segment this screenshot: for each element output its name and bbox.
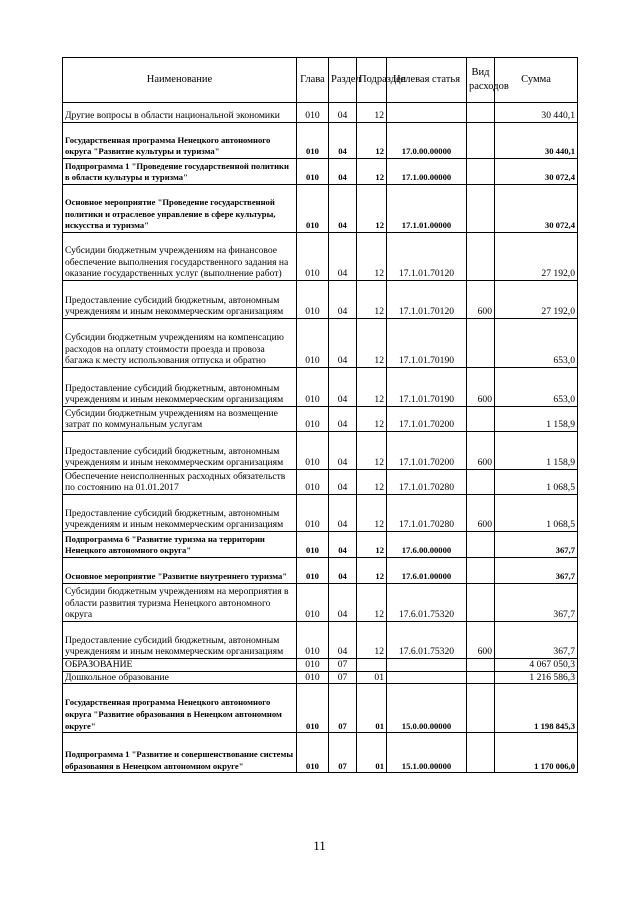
header-target: Целевая статья xyxy=(387,58,467,103)
row-razdel: 04 xyxy=(329,558,357,584)
row-vid xyxy=(467,103,495,123)
row-vid xyxy=(467,733,495,773)
row-vid xyxy=(467,532,495,558)
row-razdel: 07 xyxy=(329,659,357,672)
row-razdel: 04 xyxy=(329,532,357,558)
header-podrazdel: Подраздел xyxy=(357,58,387,103)
row-sum: 367,7 xyxy=(495,532,578,558)
table-row xyxy=(63,671,578,684)
row-sum: 367,7 xyxy=(495,622,578,659)
row-vid: 600 xyxy=(467,368,495,407)
row-name: Подпрограмма 6 "Развитие туризма на территории Ненецкого автономного округа" xyxy=(63,532,297,558)
table-row xyxy=(63,185,578,233)
row-glava: 010 xyxy=(297,368,329,407)
table-row xyxy=(63,495,578,532)
row-glava: 010 xyxy=(297,159,329,185)
header-glava: Глава xyxy=(297,58,329,103)
row-podrazdel: 12 xyxy=(357,495,387,532)
row-sum: 30 440,1 xyxy=(495,123,578,159)
row-target: 15.1.00.00000 xyxy=(387,733,467,773)
table-row xyxy=(63,319,578,368)
row-glava: 010 xyxy=(297,659,329,672)
row-razdel: 04 xyxy=(329,495,357,532)
table-row xyxy=(63,159,578,185)
row-razdel: 04 xyxy=(329,159,357,185)
row-glava: 010 xyxy=(297,432,329,470)
row-podrazdel: 12 xyxy=(357,185,387,233)
row-name: Обеспечение неисполненных расходных обязательств по состоянию на 01.01.2017 xyxy=(63,470,297,495)
row-podrazdel: 12 xyxy=(357,123,387,159)
row-sum: 367,7 xyxy=(495,584,578,622)
row-razdel: 04 xyxy=(329,123,357,159)
row-sum: 653,0 xyxy=(495,368,578,407)
row-podrazdel: 12 xyxy=(357,470,387,495)
header-vid: Вид расходов xyxy=(467,58,495,103)
row-podrazdel: 12 xyxy=(357,281,387,319)
row-podrazdel: 01 xyxy=(357,733,387,773)
row-glava: 010 xyxy=(297,470,329,495)
row-razdel: 04 xyxy=(329,622,357,659)
row-razdel: 04 xyxy=(329,103,357,123)
row-vid xyxy=(467,319,495,368)
row-sum: 367,7 xyxy=(495,558,578,584)
table-row xyxy=(63,584,578,622)
row-glava: 010 xyxy=(297,103,329,123)
row-razdel: 04 xyxy=(329,368,357,407)
row-glava: 010 xyxy=(297,495,329,532)
row-razdel: 07 xyxy=(329,671,357,684)
row-razdel: 04 xyxy=(329,470,357,495)
row-glava: 010 xyxy=(297,407,329,432)
header-name: Наименование xyxy=(63,58,297,103)
row-glava: 010 xyxy=(297,558,329,584)
row-vid xyxy=(467,684,495,733)
row-sum: 1 216 586,3 xyxy=(495,671,578,684)
row-name: Субсидии бюджетным учреждениям на возмещение затрат по коммунальным услугам xyxy=(63,407,297,432)
row-vid xyxy=(467,233,495,281)
row-vid xyxy=(467,123,495,159)
row-target: 15.0.00.00000 xyxy=(387,684,467,733)
row-glava: 010 xyxy=(297,123,329,159)
row-vid: 600 xyxy=(467,495,495,532)
row-razdel: 07 xyxy=(329,733,357,773)
row-name: Государственная программа Ненецкого автономного округа "Развитие культуры и туризма" xyxy=(63,123,297,159)
row-sum: 1 158,9 xyxy=(495,432,578,470)
row-glava: 010 xyxy=(297,671,329,684)
table-body xyxy=(63,103,578,773)
row-vid: 600 xyxy=(467,622,495,659)
row-vid xyxy=(467,671,495,684)
row-sum: 1 068,5 xyxy=(495,470,578,495)
row-vid xyxy=(467,407,495,432)
row-podrazdel: 12 xyxy=(357,584,387,622)
row-razdel: 04 xyxy=(329,233,357,281)
row-name: Субсидии бюджетным учреждениям на компенсацию расходов на оплату стоимости проезда и провоза багажа к месту использования отпуска и обратно xyxy=(63,319,297,368)
table-row xyxy=(63,659,578,672)
row-podrazdel: 12 xyxy=(357,532,387,558)
row-sum: 30 440,1 xyxy=(495,103,578,123)
row-target: 17.1.01.70200 xyxy=(387,407,467,432)
row-sum: 30 072,4 xyxy=(495,185,578,233)
budget-table xyxy=(62,57,578,773)
header-razdel: Раздел xyxy=(329,58,357,103)
row-glava: 010 xyxy=(297,733,329,773)
row-vid xyxy=(467,558,495,584)
row-glava: 010 xyxy=(297,684,329,733)
row-target: 17.1.01.70120 xyxy=(387,281,467,319)
table-row xyxy=(63,532,578,558)
row-name: Подпрограмма 1 "Проведение государственной политики в области культуры и туризма" xyxy=(63,159,297,185)
row-sum: 1 198 845,3 xyxy=(495,684,578,733)
row-razdel: 04 xyxy=(329,319,357,368)
row-glava: 010 xyxy=(297,281,329,319)
row-target: 17.1.01.70200 xyxy=(387,432,467,470)
row-name: Основное мероприятие "Развитие внутреннего туризма" xyxy=(63,558,297,584)
row-sum: 1 170 006,0 xyxy=(495,733,578,773)
row-name: Предоставление субсидий бюджетным, автономным учреждениям и иным некоммерческим организациям xyxy=(63,622,297,659)
row-podrazdel: 01 xyxy=(357,671,387,684)
table-row xyxy=(63,432,578,470)
row-podrazdel xyxy=(357,659,387,672)
row-podrazdel: 01 xyxy=(357,684,387,733)
row-target xyxy=(387,671,467,684)
row-glava: 010 xyxy=(297,532,329,558)
row-podrazdel: 12 xyxy=(357,622,387,659)
row-vid: 600 xyxy=(467,432,495,470)
row-name: Основное мероприятие "Проведение государственной политики и отраслевое управление в сфере культуры, искусства и туризма" xyxy=(63,185,297,233)
row-razdel: 04 xyxy=(329,432,357,470)
row-target: 17.1.01.70280 xyxy=(387,470,467,495)
row-podrazdel: 12 xyxy=(357,432,387,470)
table-row xyxy=(63,407,578,432)
row-name: ОБРАЗОВАНИЕ xyxy=(63,659,297,672)
row-glava: 010 xyxy=(297,622,329,659)
row-razdel: 07 xyxy=(329,684,357,733)
row-podrazdel: 12 xyxy=(357,159,387,185)
row-name: Предоставление субсидий бюджетным, автономным учреждениям и иным некоммерческим организациям xyxy=(63,368,297,407)
row-name: Дошкольное образование xyxy=(63,671,297,684)
row-podrazdel: 12 xyxy=(357,368,387,407)
table-row xyxy=(63,470,578,495)
row-name: Предоставление субсидий бюджетным, автономным учреждениям и иным некоммерческим организациям xyxy=(63,432,297,470)
row-vid: 600 xyxy=(467,281,495,319)
row-target: 17.1.01.70190 xyxy=(387,368,467,407)
table-row xyxy=(63,123,578,159)
row-podrazdel: 12 xyxy=(357,319,387,368)
row-vid xyxy=(467,659,495,672)
row-sum: 27 192,0 xyxy=(495,233,578,281)
header-sum: Сумма xyxy=(495,58,578,103)
row-podrazdel: 12 xyxy=(357,407,387,432)
row-target: 17.1.01.00000 xyxy=(387,185,467,233)
row-sum: 1 158,9 xyxy=(495,407,578,432)
row-sum: 30 072,4 xyxy=(495,159,578,185)
row-target: 17.6.01.75320 xyxy=(387,622,467,659)
page-number: 11 xyxy=(313,838,326,853)
row-target: 17.1.01.70280 xyxy=(387,495,467,532)
table-row xyxy=(63,684,578,733)
row-target: 17.1.01.70190 xyxy=(387,319,467,368)
row-target xyxy=(387,103,467,123)
row-razdel: 04 xyxy=(329,185,357,233)
row-podrazdel: 12 xyxy=(357,103,387,123)
row-target: 17.6.01.00000 xyxy=(387,558,467,584)
table-header-row xyxy=(63,58,578,103)
row-name: Субсидии бюджетным учреждениям на финансовое обеспечение выполнения государственного задания на оказание государственных услуг (выполнение работ) xyxy=(63,233,297,281)
table-row xyxy=(63,281,578,319)
row-glava: 010 xyxy=(297,185,329,233)
table-row xyxy=(63,368,578,407)
row-podrazdel: 12 xyxy=(357,558,387,584)
row-vid xyxy=(467,470,495,495)
row-name: Государственная программа Ненецкого автономного округа "Развитие образования в Ненецком автономном округе" xyxy=(63,684,297,733)
row-vid xyxy=(467,185,495,233)
row-name: Субсидии бюджетным учреждениям на мероприятия в области развития туризма Ненецкого автономного округа xyxy=(63,584,297,622)
row-razdel: 04 xyxy=(329,584,357,622)
row-vid xyxy=(467,159,495,185)
row-target: 17.1.01.70120 xyxy=(387,233,467,281)
table-row xyxy=(63,622,578,659)
row-target: 17.1.00.00000 xyxy=(387,159,467,185)
row-glava: 010 xyxy=(297,233,329,281)
row-target: 17.0.00.00000 xyxy=(387,123,467,159)
row-vid xyxy=(467,584,495,622)
table-row xyxy=(63,558,578,584)
row-razdel: 04 xyxy=(329,281,357,319)
row-podrazdel: 12 xyxy=(357,233,387,281)
row-sum: 4 067 050,3 xyxy=(495,659,578,672)
row-glava: 010 xyxy=(297,319,329,368)
row-sum: 1 068,5 xyxy=(495,495,578,532)
row-name: Предоставление субсидий бюджетным, автономным учреждениям и иным некоммерческим организациям xyxy=(63,495,297,532)
table-row xyxy=(63,733,578,773)
row-target xyxy=(387,659,467,672)
table-row xyxy=(63,103,578,123)
row-sum: 653,0 xyxy=(495,319,578,368)
row-name: Другие вопросы в области национальной экономики xyxy=(63,103,297,123)
row-sum: 27 192,0 xyxy=(495,281,578,319)
row-name: Подпрограмма 1 "Развитие и совершенствование системы образования в Ненецком автономном округе" xyxy=(63,733,297,773)
row-target: 17.6.00.00000 xyxy=(387,532,467,558)
row-target: 17.6.01.75320 xyxy=(387,584,467,622)
table-row xyxy=(63,233,578,281)
row-razdel: 04 xyxy=(329,407,357,432)
row-name: Предоставление субсидий бюджетным, автономным учреждениям и иным некоммерческим организациям xyxy=(63,281,297,319)
row-glava: 010 xyxy=(297,584,329,622)
